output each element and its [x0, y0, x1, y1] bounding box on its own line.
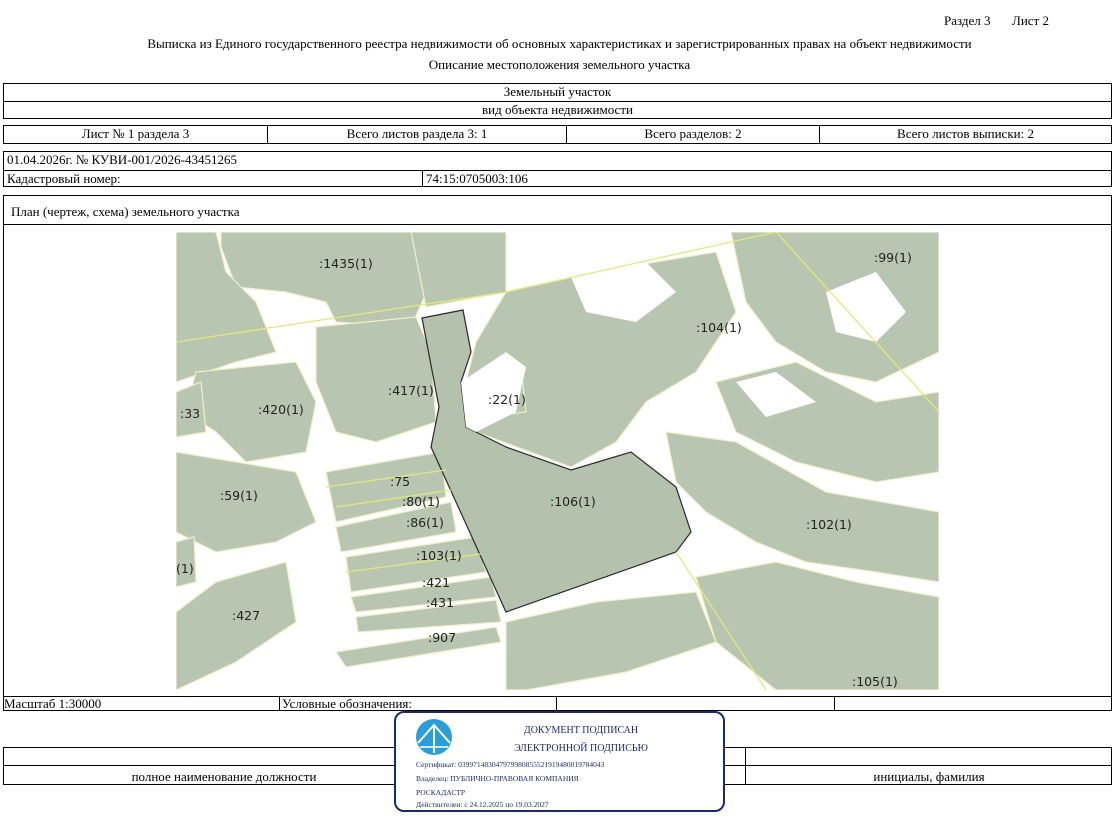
map-label: :75: [390, 474, 411, 489]
map-label: (1): [176, 561, 194, 576]
stamp-line-2: ЭЛЕКТРОННОЙ ПОДПИСЬЮ: [514, 743, 648, 754]
total-section-sheets: Всего листов раздела 3: 1: [268, 126, 567, 143]
sheet-number: Лист № 1 раздела 3: [4, 126, 268, 143]
map-label: :105(1): [852, 674, 898, 689]
map-label: :102(1): [806, 517, 852, 532]
object-kind: вид объекта недвижимости: [482, 102, 633, 117]
plan-title: План (чертеж, схема) земельного участка: [11, 204, 240, 219]
map-label: :33: [180, 406, 201, 421]
name-label: инициалы, фамилия: [873, 769, 985, 784]
sheets-row: [3, 125, 1112, 144]
map-label: :80(1): [402, 494, 440, 509]
cadastral-map: [176, 232, 939, 690]
e-signature-stamp: [394, 711, 725, 812]
map-label: :1435(1): [319, 256, 373, 271]
stamp-owner-2: РОСКАДАСТР: [416, 788, 466, 797]
map-label: :427: [232, 608, 261, 623]
map-label: :99(1): [874, 250, 912, 265]
sheet-label: Лист 2: [1012, 13, 1049, 28]
position-label: полное наименование должности: [131, 769, 317, 784]
stamp-cert: Сертификат: 039971483047979980855521919480019784043: [416, 760, 605, 769]
document-title: Выписка из Единого государственного реестра недвижимости об основных характеристиках и зарегистрированных правах на объект недвижимости: [147, 36, 972, 51]
object-type-table: [3, 83, 1112, 119]
map-label: :431: [426, 595, 455, 610]
legend-cell-empty: [557, 697, 835, 710]
stamp-valid: Действителен: с 24.12.2025 по 19.03.2027: [416, 800, 549, 809]
stamp-line-1: ДОКУМЕНТ ПОДПИСАН: [523, 725, 639, 736]
map-label: :417(1): [388, 383, 434, 398]
roskadastr-logo-icon: [414, 717, 454, 757]
map-label: :907: [428, 630, 457, 645]
legend-label: Условные обозначения:: [280, 697, 557, 710]
map-label: :103(1): [416, 548, 462, 563]
section-label: Раздел 3: [944, 13, 991, 28]
legend-cell-empty-2: [835, 697, 1111, 710]
doc-info-table: [3, 151, 1112, 187]
land-parcels: [176, 232, 939, 690]
scale-label: Масштаб 1:30000: [4, 697, 280, 710]
map-label: :421: [422, 575, 451, 590]
object-name: Земельный участок: [503, 84, 612, 99]
total-extract-sheets: Всего листов выписки: 2: [897, 126, 1034, 141]
total-sections: Всего разделов: 2: [567, 126, 820, 143]
cadastral-value: 74:15:0705003:106: [426, 171, 528, 186]
map-label: :86(1): [406, 515, 444, 530]
map-label: :22(1): [488, 392, 526, 407]
map-label: :59(1): [220, 488, 258, 503]
stamp-owner: Владелец: ПУБЛИЧНО-ПРАВОВАЯ КОМПАНИЯ: [416, 774, 579, 783]
map-label: :420(1): [258, 402, 304, 417]
document-subtitle: Описание местоположения земельного участка: [428, 57, 691, 72]
scale-legend-row: [3, 696, 1112, 711]
map-label: :104(1): [696, 320, 742, 335]
date-number: 01.04.2026г. № КУВИ-001/2026-43451265: [7, 152, 237, 167]
map-label: :106(1): [550, 494, 596, 509]
cadastral-label: Кадастровый номер:: [7, 171, 121, 186]
